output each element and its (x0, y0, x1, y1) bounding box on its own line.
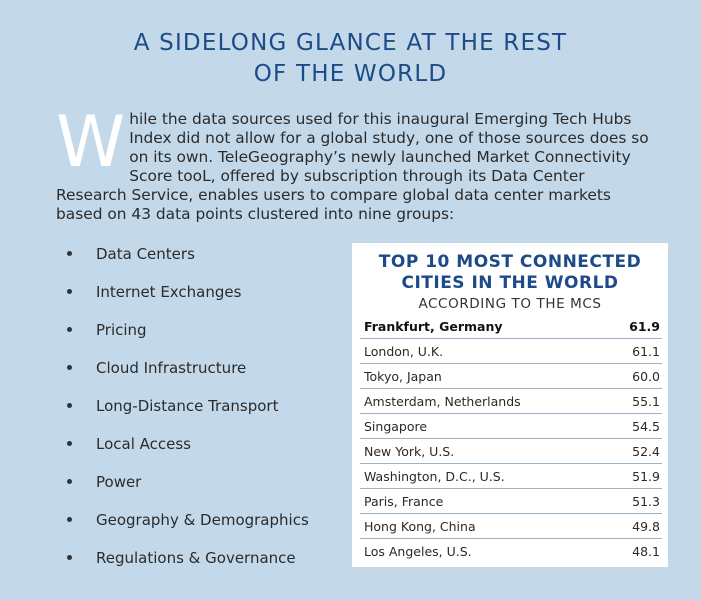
bullet-icon (67, 441, 72, 446)
table-row (360, 464, 662, 489)
list-item (66, 282, 309, 320)
table-row (360, 439, 662, 464)
city-name: New York, U.S. (360, 439, 606, 464)
list-item-label: Long-Distance Transport (96, 397, 279, 415)
list-item-label: Geography & Demographics (96, 511, 309, 529)
city-score: 48.1 (632, 543, 660, 559)
list-item-label: Internet Exchanges (96, 283, 242, 301)
page-title-line-2: OF THE WORLD (253, 61, 448, 87)
panel-heading-line-2: CITIES IN THE WORLD (401, 273, 619, 293)
bullet-icon (67, 403, 72, 408)
list-item-label: Pricing (96, 321, 147, 339)
intro-paragraph (56, 101, 656, 224)
city-name: Paris, France (360, 489, 606, 514)
city-name: Hong Kong, China (360, 514, 606, 539)
drop-cap: W (56, 101, 126, 183)
groups-list (66, 244, 309, 586)
list-item (66, 320, 309, 358)
top-cities-panel (352, 243, 668, 567)
city-score: 54.5 (606, 414, 662, 439)
list-item (66, 434, 309, 472)
city-name: Tokyo, Japan (360, 364, 606, 389)
page-title (0, 28, 701, 90)
list-item-label: Cloud Infrastructure (96, 359, 247, 377)
page-title-line-1: A SIDELONG GLANCE AT THE REST (133, 30, 568, 56)
bullet-icon (67, 289, 72, 294)
city-name: Frankfurt, Germany (360, 314, 606, 339)
bullet-icon (67, 327, 72, 332)
cities-table (360, 314, 662, 563)
table-row (360, 539, 662, 564)
table-row (360, 514, 662, 539)
list-item (66, 396, 309, 434)
panel-heading-line-1: TOP 10 MOST CONNECTED (378, 252, 642, 272)
panel-subheading: ACCORDING TO THE MCS (418, 296, 602, 312)
table-row (360, 414, 662, 439)
list-item-label: Regulations & Governance (96, 549, 296, 567)
city-score: 61.1 (606, 339, 662, 364)
city-name: Washington, D.C., U.S. (360, 464, 606, 489)
table-row (360, 489, 662, 514)
bullet-icon (67, 479, 72, 484)
city-name: Singapore (360, 414, 606, 439)
city-name: Amsterdam, Netherlands (360, 389, 606, 414)
bullet-icon (67, 555, 72, 560)
list-item (66, 244, 309, 282)
list-item-label: Data Centers (96, 245, 195, 263)
city-score: 61.9 (606, 314, 662, 339)
city-score: 52.4 (606, 439, 662, 464)
city-score: 51.3 (606, 489, 662, 514)
panel-heading (352, 243, 668, 294)
list-item-label: Power (96, 473, 142, 491)
bullet-icon (67, 251, 72, 256)
bullet-icon (67, 517, 72, 522)
city-score: 51.9 (606, 464, 662, 489)
city-score: 49.8 (606, 514, 662, 539)
table-row (360, 339, 662, 364)
city-score: 60.0 (606, 364, 662, 389)
city-name: London, U.K. (360, 339, 606, 364)
list-item (66, 548, 309, 586)
table-row (360, 364, 662, 389)
list-item-label: Local Access (96, 435, 191, 453)
intro-text: hile the data sources used for this inaugural Emerging Tech Hubs Index did not allow for a global study, one of those sources does so on its own. TeleGeography’s newly launched Market Connectivity Score tooL, offered by subscription through its Data Center Research Service, enables users to compare global data center markets based on 43 data points clustered into nine groups: (56, 110, 649, 223)
list-item (66, 472, 309, 510)
table-row (360, 314, 662, 339)
list-item (66, 358, 309, 396)
table-row (360, 389, 662, 414)
list-item (66, 510, 309, 548)
city-score: 55.1 (606, 389, 662, 414)
city-name: Los Angeles, U.S. (364, 543, 472, 559)
bullet-icon (67, 365, 72, 370)
